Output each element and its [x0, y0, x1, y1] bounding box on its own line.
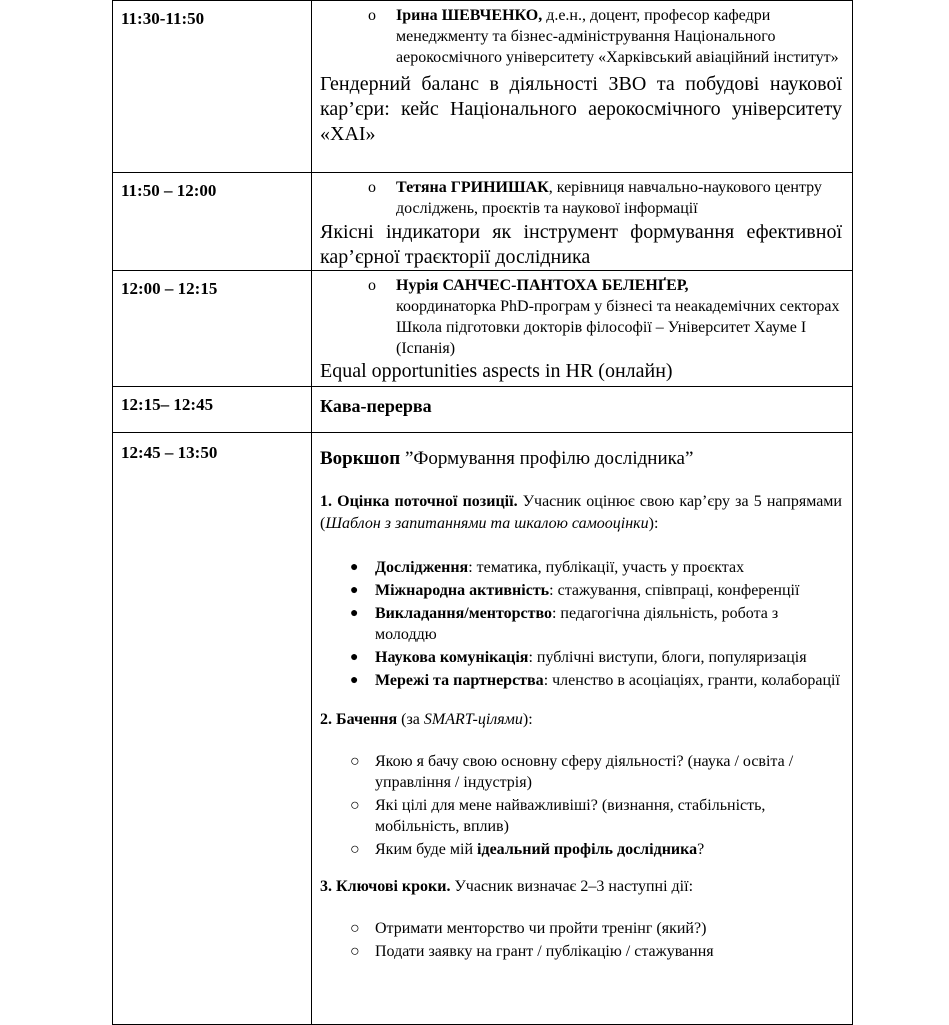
speaker-name: Нурія САНЧЕС-ПАНТОХА БЕЛЕНҐЕР,: [396, 277, 689, 294]
schedule-row: [113, 173, 853, 271]
speaker-name: Тетяна ГРИНИШАК: [396, 179, 549, 196]
section-2-intro: [320, 709, 842, 731]
list-item-text: Які цілі для мене найважливіші? (визнання, стабільність, мобільність, вплив): [375, 797, 766, 835]
schedule-row: [113, 433, 853, 1025]
schedule-row: [113, 271, 853, 387]
section-3-text: Учасник визначає 2–3 наступні дії:: [450, 878, 694, 895]
time-cell: 12:45 – 13:50: [113, 433, 312, 1025]
list-item-text-end: ?: [697, 841, 705, 858]
time-cell: 11:50 – 12:00: [113, 173, 312, 271]
workshop-label: Воркшоп: [320, 448, 401, 469]
speaker-description: координаторка PhD-програм у бізнесі та неакадемічних секторах Школа підготовки докторів філософії – Університет Хауме I (Іспанія): [396, 298, 840, 357]
talk-title: Якісні індикатори як інструмент формування ефективної кар’єрної траєкторії дослідника: [320, 221, 842, 268]
list-item-term: Викладання/менторство: [375, 605, 552, 622]
list-item-term: Міжнародна активність: [375, 582, 550, 599]
list-item-term: Наукова комунікація: [375, 649, 529, 666]
list-item-text: : публічні виступи, блоги, популяризація: [528, 649, 807, 666]
section-2-text-end: ):: [522, 711, 533, 728]
bullet-icon: ●: [350, 583, 359, 598]
hollow-bullet-icon: ○: [350, 943, 360, 960]
list-item-term: Мережі та партнерства: [375, 672, 544, 689]
bullet-icon: ●: [350, 560, 359, 575]
list-item: [350, 941, 842, 962]
list-item-text: : членство в асоціаціях, гранти, колаборації: [543, 672, 840, 689]
list-item: [350, 670, 842, 691]
hollow-bullet-icon: o: [368, 277, 376, 294]
time-cell: 12:15– 12:45: [113, 387, 312, 433]
section-2-title: 2. Бачення: [320, 711, 398, 728]
list-item-term: ідеальний профіль дослідника: [477, 841, 698, 858]
speaker-entry: [368, 275, 842, 359]
speaker-description: , керівниця навчально-наукового центру досліджень, проєктів та наукової інформації: [396, 179, 822, 217]
bullet-icon: ●: [350, 650, 359, 665]
section-3-list: [320, 918, 842, 962]
list-item-text: : стажування, співпраці, конференції: [549, 582, 800, 599]
hollow-bullet-icon: ○: [350, 797, 360, 814]
section-3-title: 3. Ключові кроки.: [320, 878, 451, 895]
talk-title: Гендерний баланс в діяльності ЗВО та побудові наукової кар’єри: кейс Національного аерокосмічного університету «ХАІ»: [320, 73, 842, 145]
content-cell: [312, 271, 853, 387]
hollow-bullet-icon: ○: [350, 920, 360, 937]
section-1-text-end: ):: [648, 515, 659, 532]
time-cell: 12:00 – 12:15: [113, 271, 312, 387]
list-item: [350, 751, 842, 793]
section-1-list: [320, 557, 842, 691]
speaker-entry: [368, 177, 842, 219]
hollow-bullet-icon: ○: [350, 753, 360, 770]
list-item-term: Дослідження: [375, 559, 469, 576]
workshop-heading: [320, 447, 842, 471]
break-title: Кава-перерва: [320, 396, 432, 416]
talk-title: Equal opportunities aspects in HR (онлайн): [320, 360, 673, 382]
list-item: [350, 795, 842, 837]
section-1-title: 1. Оцінка поточної позиції.: [320, 493, 518, 510]
section-3-intro: [320, 876, 842, 898]
list-item: [350, 647, 842, 668]
list-item-text: Якою я бачу свою основну сферу діяльності? (наука / освіта / управління / індустрія): [375, 753, 794, 791]
bullet-icon: ●: [350, 673, 359, 688]
section-1-italic: Шаблон з запитаннями та шкалою самооцінки: [325, 515, 649, 532]
hollow-bullet-icon: o: [368, 7, 376, 24]
time-cell: 11:30-11:50: [113, 1, 312, 173]
section-2-italic: SMART-цілями: [423, 711, 523, 728]
schedule-table: [112, 0, 853, 1025]
hollow-bullet-icon: ○: [350, 841, 360, 858]
content-cell: [312, 433, 853, 1025]
list-item-text: Подати заявку на грант / публікацію / стажування: [375, 943, 714, 960]
content-cell: [312, 1, 853, 173]
content-cell: [312, 387, 853, 433]
speaker-name: Ірина ШЕВЧЕНКО,: [396, 7, 543, 24]
list-item: [350, 839, 842, 860]
section-2-list: [320, 751, 842, 860]
schedule-row: [113, 1, 853, 173]
list-item-text: Яким буде мій: [375, 841, 478, 858]
section-1-intro: [320, 491, 842, 535]
list-item: [350, 918, 842, 939]
bullet-icon: ●: [350, 606, 359, 621]
schedule-row: [113, 387, 853, 433]
list-item-text: : тематика, публікації, участь у проєктах: [468, 559, 745, 576]
list-item-text: : педагогічна діяльність, робота з молоддю: [375, 605, 779, 643]
list-item: [350, 580, 842, 601]
list-item: [350, 557, 842, 578]
list-item: [350, 603, 842, 645]
hollow-bullet-icon: o: [368, 179, 376, 196]
workshop-title: ”Формування профілю дослідника”: [400, 448, 694, 469]
section-1-text: Учасник оцінює свою кар’єру за 5 напрямами (: [320, 493, 842, 532]
list-item-text: Отримати менторство чи пройти тренінг (який?): [375, 920, 707, 937]
section-2-text: (за: [397, 711, 424, 728]
content-cell: [312, 173, 853, 271]
speaker-description: д.е.н., доцент, професор кафедри менеджменту та бізнес-адміністрування Національного аерокосмічного університету «Харківський авіаційний інститут»: [396, 7, 839, 66]
speaker-entry: [368, 5, 842, 68]
